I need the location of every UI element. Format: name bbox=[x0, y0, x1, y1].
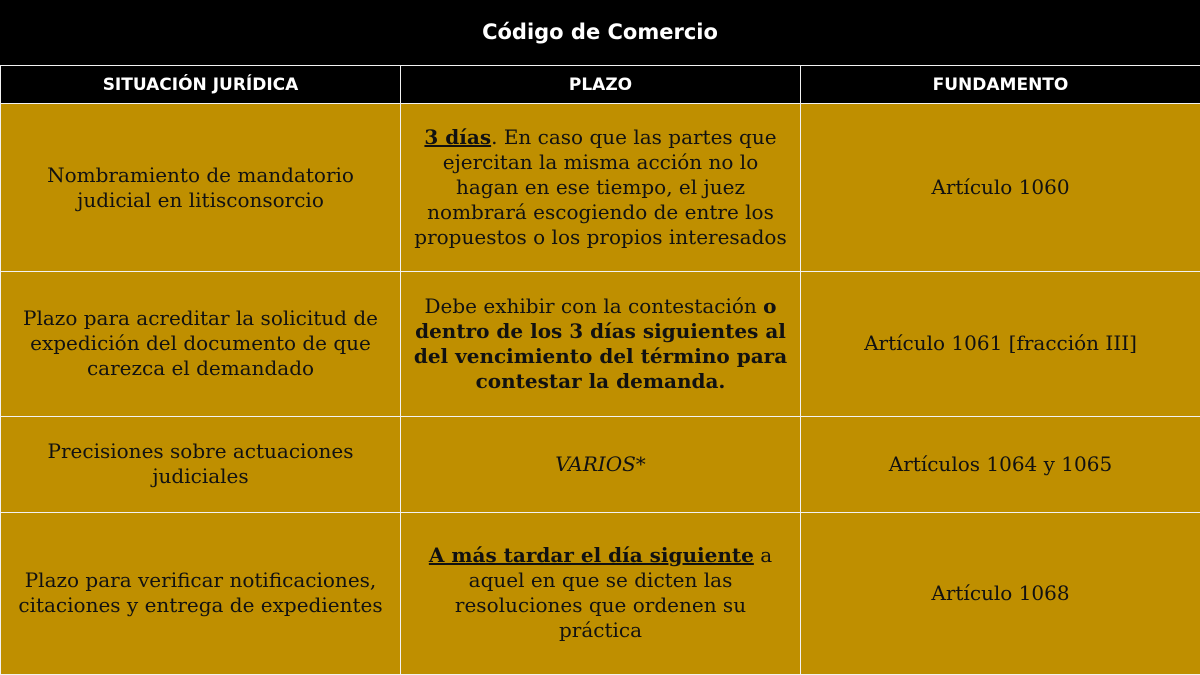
cell-situacion: Plazo para acreditar la solicitud de expedición del documento de que carezca el demandado bbox=[1, 272, 401, 416]
page-title: Código de Comercio bbox=[0, 0, 1200, 64]
cell-fundamento: Artículo 1068 bbox=[801, 512, 1200, 674]
plazo-text: Debe exhibir con la contestación bbox=[424, 293, 764, 318]
plazo-text: VARIOS* bbox=[555, 451, 646, 476]
cell-plazo bbox=[401, 416, 801, 512]
table-row bbox=[1, 416, 1200, 512]
column-header-fundamento: FUNDAMENTO bbox=[801, 66, 1200, 104]
cell-plazo bbox=[401, 512, 801, 674]
cell-plazo bbox=[401, 104, 801, 272]
cell-situacion: Precisiones sobre actuaciones judiciales bbox=[1, 416, 401, 512]
cell-situacion: Nombramiento de mandatorio judicial en litisconsorcio bbox=[1, 104, 401, 272]
plazo-text: a aquel en que se dicten las resoluciones que ordenen su práctica bbox=[454, 543, 773, 643]
table-row bbox=[1, 512, 1200, 674]
cell-fundamento: Artículos 1064 y 1065 bbox=[801, 416, 1200, 512]
column-header-situacion: SITUACIÓN JURÍDICA bbox=[1, 66, 401, 104]
plazo-emphasis: o dentro de los 3 días siguientes al del vencimiento del término para contestar la demanda. bbox=[413, 293, 788, 393]
table-row bbox=[1, 104, 1200, 272]
cell-fundamento: Artículo 1060 bbox=[801, 104, 1200, 272]
cell-plazo bbox=[401, 272, 801, 416]
plazo-text: . En caso que las partes que ejercitan la misma acción no lo hagan en ese tiempo, el juez nombrará escogiendo de entre los propuestos o los propios interesados bbox=[414, 125, 787, 250]
legal-terms-table bbox=[0, 65, 1200, 675]
plazo-emphasis: A más tardar el día siguiente bbox=[428, 543, 754, 568]
column-header-plazo: PLAZO bbox=[401, 66, 801, 104]
table-header-row bbox=[1, 66, 1200, 104]
plazo-emphasis: 3 días bbox=[424, 125, 492, 150]
table-row bbox=[1, 272, 1200, 416]
cell-situacion: Plazo para verificar notificaciones, citaciones y entrega de expedientes bbox=[1, 512, 401, 674]
cell-fundamento: Artículo 1061 [fracción III] bbox=[801, 272, 1200, 416]
